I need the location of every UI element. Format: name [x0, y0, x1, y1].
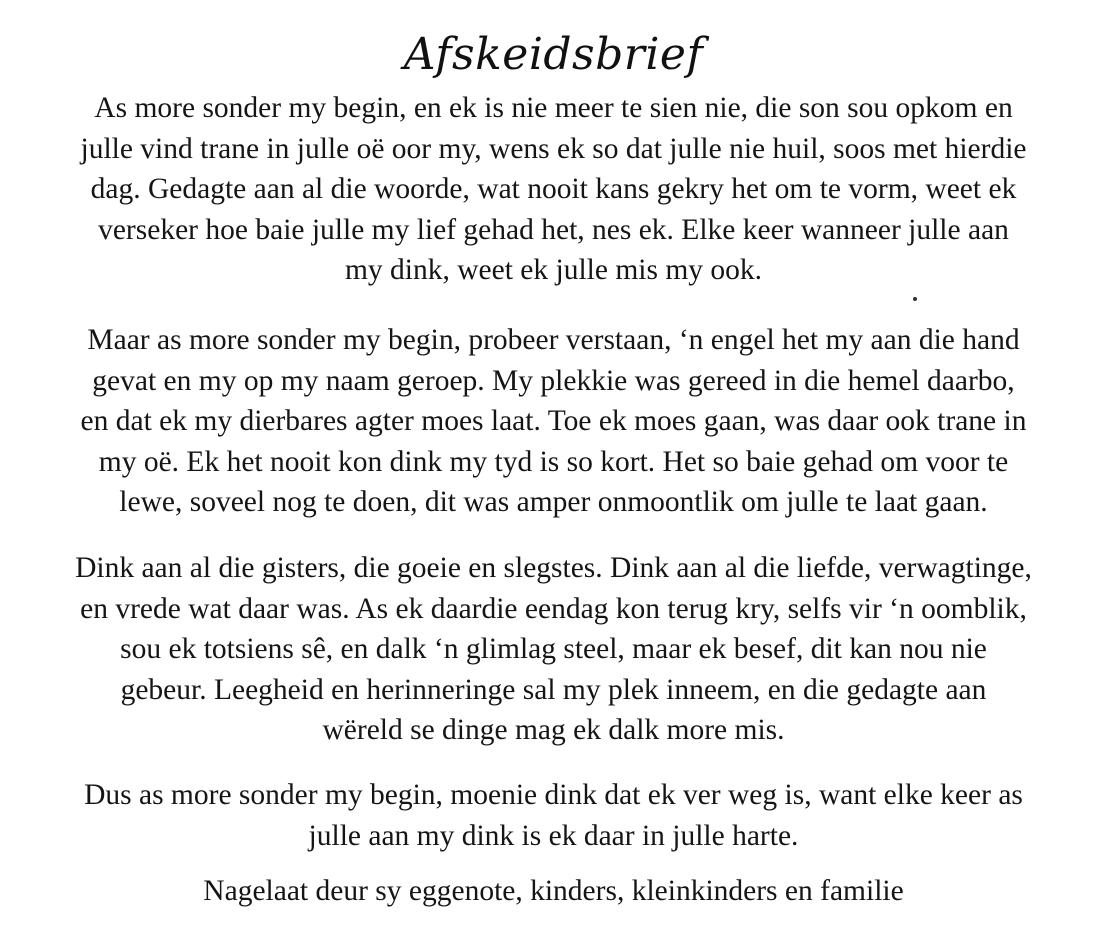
paragraph-3 — [30, 548, 1077, 751]
text-line: my dink, weet ek julle mis my ook. — [344, 254, 763, 286]
text-line: As more sonder my begin, en ek is nie meer te sien nie, die son sou opkom en — [94, 92, 1013, 124]
text-line: verseker hoe baie julle my lief gehad het, nes ek. Elke keer wanneer julle aan — [98, 213, 1009, 246]
text-line: gevat en my op my naam geroep. My plekkie was gereed in die hemel daarbo, — [92, 364, 1015, 397]
paragraph-4 — [30, 775, 1077, 856]
text-line: my oë. Ek het nooit kon dink my tyd is so kort. Het so baie gehad om voor te — [98, 445, 1009, 478]
text-line: Dink aan al die gisters, die goeie en slegstes. Dink aan al die liefde, verwagtinge, — [75, 552, 1032, 584]
document-title: Afskeidsbrief — [403, 29, 704, 80]
text-line: Nagelaat deur sy eggenote, kinders, kleinkinders en familie — [203, 875, 904, 907]
text-line: en vrede wat daar was. As ek daardie eendag kon terug kry, selfs vir ‘n oomblik, — [80, 592, 1027, 625]
text-line: lewe, soveel nog te doen, dit was amper onmoontlik om julle te laat gaan. — [119, 486, 988, 518]
text-line: julle aan my dink is ek daar in julle harte. — [308, 819, 799, 852]
text-line: Dus as more sonder my begin, moenie dink dat ek ver weg is, want elke keer as — [84, 779, 1023, 811]
text-line: sou ek totsiens sê, en dalk ‘n glimlag steel, maar ek besef, dit kan nou nie — [120, 633, 987, 665]
closing-dedication — [30, 871, 1077, 912]
text-line: Maar as more sonder my begin, probeer verstaan, ‘n engel het my aan die hand — [87, 324, 1020, 356]
paragraph-2 — [30, 320, 1077, 523]
text-line: wëreld se dinge mag ek dalk more mis. — [322, 714, 785, 746]
text-line: julle vind trane in julle oë oor my, wens ek so dat julle nie huil, soos met hierdie — [80, 132, 1027, 165]
text-line: dag. Gedagte aan al die woorde, wat nooit kans gekry het om te vorm, weet ek — [90, 173, 1017, 205]
scan-speck — [913, 297, 917, 301]
paragraph-1 — [30, 88, 1077, 291]
text-line: en dat ek my dierbares agter moes laat. Toe ek moes gaan, was daar ook trane in — [80, 405, 1027, 437]
text-line: gebeur. Leegheid en herinneringe sal my plek inneem, en die gedagte aan — [120, 673, 987, 706]
